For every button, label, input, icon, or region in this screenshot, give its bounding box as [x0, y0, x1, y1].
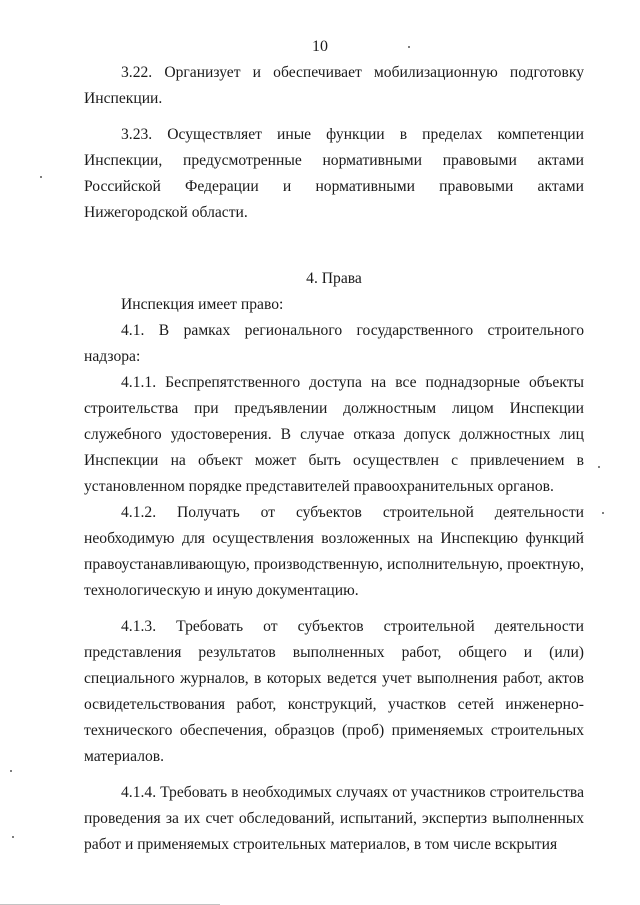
paragraph-4-1-1: 4.1.1. Беспрепятственного доступа на все поднадзорные объекты строительства при предъявлении должностным лицом Инспекции служебного удостоверения. В случае отказа допуск должностных лиц Инспекции на объект может быть осуществлен с привлечением в установленном порядке представителей правоохранительных органов. [84, 374, 584, 495]
document-body [84, 60, 584, 858]
scan-speck [40, 176, 42, 178]
scan-speck [12, 836, 14, 838]
scan-speck [408, 46, 410, 48]
scan-speck [598, 466, 600, 468]
paragraph-3-22: 3.22. Организует и обеспечивает мобилизационную подготовку Инспекции. [84, 64, 584, 107]
scan-speck [10, 770, 12, 772]
paragraph-4-1-4: 4.1.4. Требовать в необходимых случаях от участников строительства проведения за их счет обследований, испытаний, экспертиз выполненных работ и применяемых строительных материалов, в том числе вскрытия [84, 784, 584, 853]
paragraph-intro: Инспекция имеет право: [121, 296, 284, 313]
paragraph-4-1-3: 4.1.3. Требовать от субъектов строительной деятельности представления результатов выполненных работ, общего и (или) специального журналов, в которых ведется учет выполнения работ, актов освидетельствования работ, конструкций, участков сетей инженерно-технического обеспечения, образцов (проб) применяемых строительных материалов. [84, 618, 584, 765]
section-heading: 4. Права [306, 270, 362, 287]
paragraph-3-23: 3.23. Осуществляет иные функции в пределах компетенции Инспекции, предусмотренные нормативными правовыми актами Российской Федерации и нормативными правовыми актами Нижегородской области. [84, 126, 584, 221]
scan-speck [602, 512, 604, 514]
paragraph-4-1: 4.1. В рамках регионального государственного строительного надзора: [84, 322, 584, 365]
paragraph-4-1-2: 4.1.2. Получать от субъектов строительной деятельности необходимую для осуществления возложенных на Инспекцию функций правоустанавливающую, производственную, исполнительную, проектную, технологическую и иную документацию. [84, 504, 584, 599]
page-number: 10 [312, 38, 328, 55]
